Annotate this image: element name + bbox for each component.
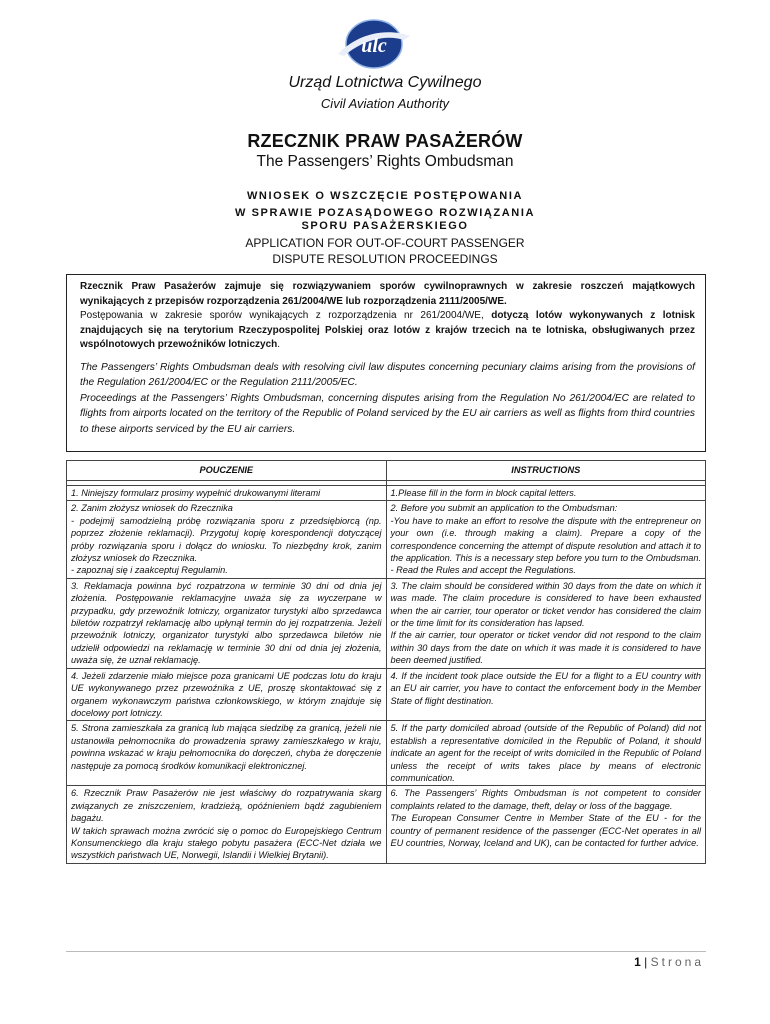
footer-divider [66,951,706,952]
application-title-en-line-2: DISPUTE RESOLUTION PROCEEDINGS [272,252,498,266]
organization-name-en: Civil Aviation Authority [320,96,450,111]
instruction-cell-en [386,668,706,721]
intro-paragraph-pl-2 [80,309,695,353]
instruction-text: 5. Strona zamieszkała za granicą lub mająca siedzibę za granicą, jeżeli nie ustanowiła pełnomocnika do prowadzenia sprawy zamieszkałego w kraju, powinna wskazać w kraju pełnomocnika do doręczeń, chyba że doręczenie następuje za pomocą środków komunikacji elektronicznej. [71,723,382,771]
intro-paragraph-pl-2-start: Postępowania w zakresie sporów wynikających z rozporządzenia nr 261/2004/WE, [80,310,492,321]
instruction-cell-en [386,786,706,863]
instruction-row [67,721,706,786]
instruction-row [67,668,706,721]
page-footer [634,955,704,969]
instruction-text: W takich sprawach można zwrócić się o pomoc do Europejskiego Centrum Konsumenckiego dla kraju stałego pobytu pasażera (ECC-Net działa we wszystkich państwach UE, Norwegii, Islandii i Wielkiej Brytanii). [71,825,382,861]
instruction-cell-pl [67,501,387,578]
instruction-text: 3. The claim should be considered within 30 days from the date on which it was made. The claim procedure is considered to have been exhausted when the air carrier, tour operator or ticket vendor has considered the claim or the time limit for its consideration has lapsed. [390,580,701,629]
instruction-text: - Read the Rules and accept the Regulations. [390,565,576,576]
instruction-cell-en [386,486,706,501]
instruction-cell-en [386,501,706,578]
instruction-row [67,786,706,863]
instruction-cell-en [386,721,706,786]
instruction-text: 5. If the party domiciled abroad (outside of the Republic of Poland) did not establish a representative domiciled in the Republic of Poland, it should indicate an agent for the receipt of writs domiciled in the Republic of Poland unless the receipt of writs takes place by means of electronic communication. [390,723,701,783]
instructions-table [66,460,706,864]
intro-paragraph-pl-1: Rzecznik Praw Pasażerów zajmuje się rozwiązywaniem sporów cywilnoprawnych w zakresie roszczeń majątkowych wynikających z przepisów rozporządzenia 261/2004/WE lub rozporządzenia 2111/2005/WE. [80,281,695,307]
instruction-row [67,501,706,578]
instruction-text: -You have to make an effort to resolve the dispute with the entrepreneur on your own (i.e. through making a claim). Prepare a copy of the correspondence concerning the attempt of dispute resolution and attach it to the application. This is a necessary step before you turn to the Ombudsman. [390,515,701,564]
column-header-instructions: INSTRUCTIONS [386,461,706,481]
column-header-pouczenie: POUCZENIE [67,461,387,481]
instruction-text: - podejmij samodzielną próbę rozwiązania sporu z przedsiębiorcą (np. poprzez złożenie reklamacji). Przygotuj kopię korespondencji dotyczącej próby rozwiązania sporu i dołącz do wniosku. To niezbędny krok, zanim złożysz wniosek do Rzecznika. [71,515,382,564]
instruction-text: 3. Reklamacja powinna być rozpatrzona w terminie 30 dni od dnia jej złożenia. Postępowanie reklamacyjne uważa się za wyczerpane w przypadku, gdy przewoźnik lotniczy, organizator turystyki albo sprzedawca biletów rozpatrzył reklamację albo upłynął termin do jej rozpatrzenia. Jeżeli przewoźnik lotniczy, organizator turystyki albo sprzedawca biletów nie udzielił odpowiedzi na reklamację w terminie 30 dni od dnia jej złożenia, uważa się, że uznał reklamację. [71,580,382,666]
instruction-cell-pl [67,486,387,501]
instruction-text: 1.Please fill in the form in block capital letters. [390,488,577,498]
instruction-cell-pl [67,578,387,668]
application-title-pl-line-1: WNIOSEK O WSZCZĘCIE POSTĘPOWANIA [246,190,524,202]
instruction-text: 2. Before you submit an application to the Ombudsman: [390,503,618,514]
instruction-row [67,578,706,668]
footer-separator: | [644,955,648,969]
instruction-cell-pl [67,721,387,786]
instruction-text: - zapoznaj się i zaakceptuj Regulamin. [71,565,228,576]
application-title-pl-line-2: W SPRAWIE POZASĄDOWEGO ROZWIĄZANIA [234,207,536,219]
instruction-row [67,486,706,501]
application-title-en-line-1: APPLICATION FOR OUT-OF-COURT PASSENGER [245,236,525,250]
organization-name-pl: Urząd Lotnictwa Cywilnego [288,74,482,91]
document-title-en: The Passengers’ Rights Ombudsman [256,153,514,170]
instruction-text: 2. Zanim złożysz wniosek do Rzecznika [71,503,233,514]
instruction-cell-pl [67,668,387,721]
intro-box [66,274,706,452]
intro-paragraph-pl-2-end: . [277,339,281,350]
instruction-text: 1. Niniejszy formularz prosimy wypełnić drukowanymi literami [71,488,321,498]
instruction-text: 6. Rzecznik Praw Pasażerów nie jest właściwy do rozpatrywania skarg związanych ze zniszczeniem, kradzieżą, opóźnieniem bądź zagubieniem bagażu. [71,788,382,824]
instruction-text: If the air carrier, tour operator or ticket vendor did not respond to the claim within 30 days from the date on which it was made it is considered to have been deemed justified. [390,630,701,666]
document-title-pl: RZECZNIK PRAW PASAŻERÓW [247,131,523,151]
intro-paragraph-pl-2-bold: dotyczą lotów wykonywanych z lotnisk znajdujących się na terytorium Rzeczypospolitej Polskiej oraz lotów z krajów trzecich na te lotniska, obsługiwanych przez wspólnotowych przewoźników lotniczych [80,310,695,350]
civil-aviation-authority-logo [334,18,414,70]
instruction-text: 4. Jeżeli zdarzenie miało miejsce poza granicami UE podczas lotu do kraju UE wykonywanego przez przewoźnika z UE, proszę skontaktować się z organem wykonawczym państwa członkowskiego, w którym znajduje się docelowy port lotniczy. [71,670,382,718]
intro-paragraph-en-1: The Passengers’ Rights Ombudsman deals with resolving civil law disputes concerning pecuniary claims arising from the provisions of the Regulation 261/2004/EC or the Regulation 2111/2005/EC. [80,361,695,388]
page-number: 1 [634,955,641,969]
instruction-text: The European Consumer Centre in Member State of the EU - for the country of permanent residence of the passenger (ECC-Net operates in all EU countries, Norway, Iceland and UK), can be contacted for further advice. [390,813,701,848]
instruction-cell-pl [67,786,387,863]
intro-paragraph-en-2: Proceedings at the Passengers’ Rights Ombudsman, concerning disputes arising from the Regulation No 261/2004/EC are related to flights from airports located on the territory of the Republic of Poland serviced by the EU air carriers as well as flights from third countries to these airports serviced by the EU air carriers. [80,392,695,435]
svg-text:ulc: ulc [361,35,387,57]
application-title-pl-line-3: SPORU PASAŻERSKIEGO [301,220,469,232]
page-label: Strona [650,955,704,969]
instruction-cell-en [386,578,706,668]
instruction-text: 4. If the incident took place outside the EU for a flight to a EU country with an EU air carrier, you have to contact the enforcement body in the Member State of flight destination. [390,670,701,706]
instruction-text: 6. The Passengers’ Rights Ombudsman is not competent to consider complaints related to the damage, theft, delay or loss of the baggage. [390,788,701,811]
